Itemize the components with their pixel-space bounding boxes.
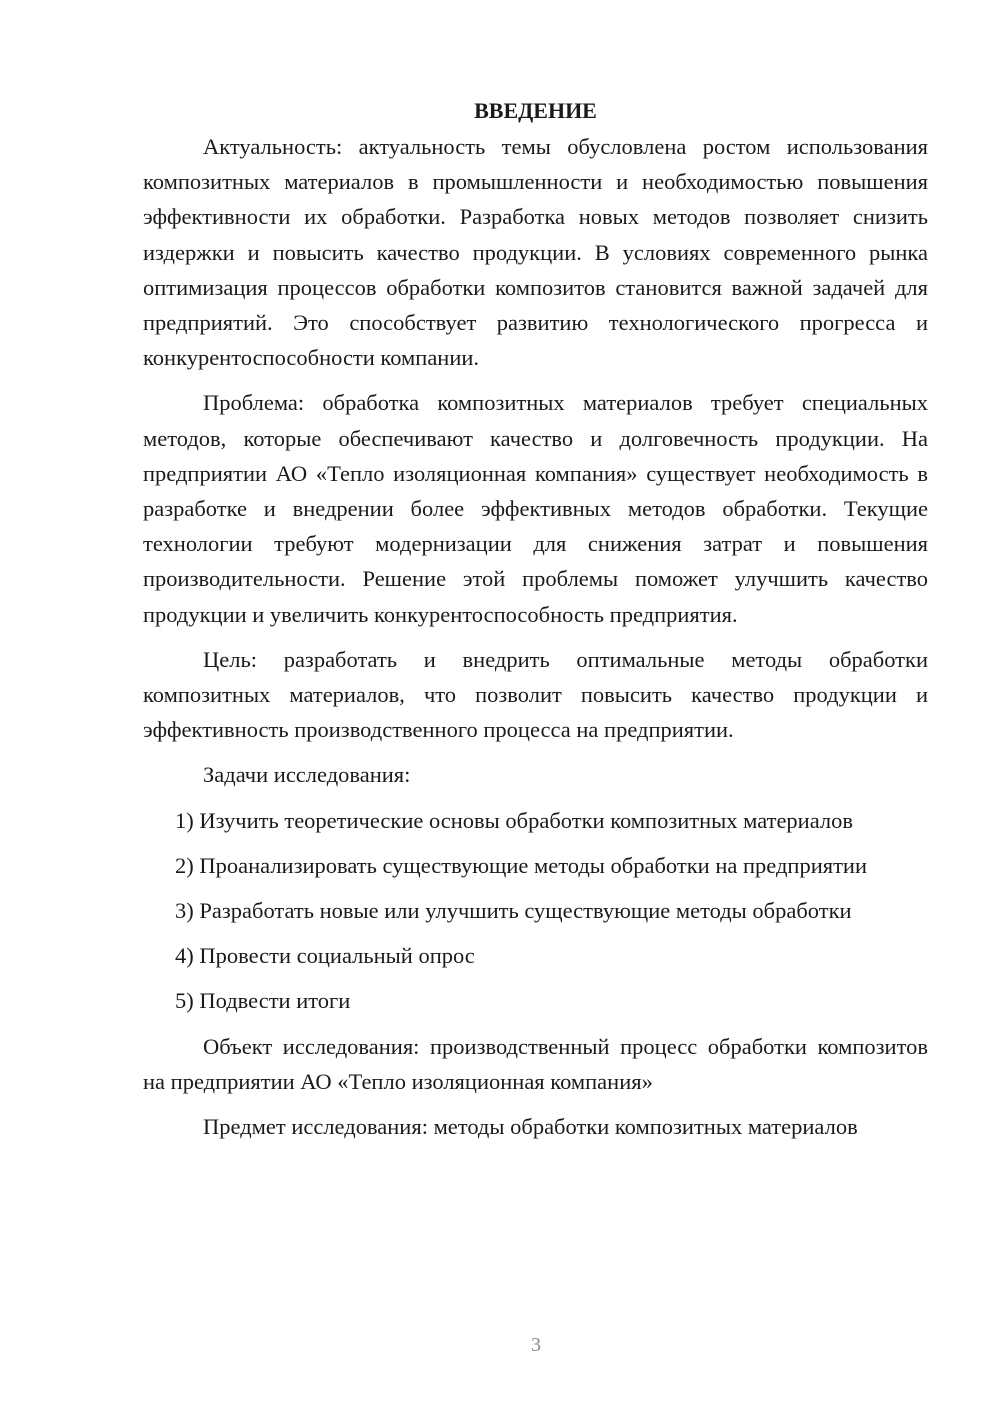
tasks-heading: Задачи исследования: (203, 762, 411, 788)
page-title: ВВЕДЕНИЕ (474, 98, 597, 123)
subject-paragraph: Предмет исследования: методы обработки композитных материалов (203, 1114, 858, 1140)
task-item-2: 2) Проанализировать существующие методы обработки на предприятии (175, 852, 867, 878)
page-content (143, 93, 928, 1154)
task-item-5: 5) Подвести итоги (175, 988, 351, 1014)
relevance-paragraph: Актуальность: актуальность темы обусловлена ростом использования композитных материалов в промышленности и необходимостью повышения эффективности их обработки. Разработка новых методов позволяет снизить издержки и повысить качество продукции. В условиях современного рынка оптимизация процессов обработки композитов становится важной задачей для предприятий. Это способствует развитию технологического прогресса и конкурентоспособности компании. (143, 134, 928, 371)
goal-paragraph: Цель: разработать и внедрить оптимальные методы обработки композитных материалов, что позволит повысить качество продукции и эффективность производственного процесса на предприятии. (143, 646, 928, 743)
task-item-3: 3) Разработать новые или улучшить существующие методы обработки (175, 898, 852, 924)
problem-paragraph: Проблема: обработка композитных материалов требует специальных методов, которые обеспечивают качество и долговечность продукции. На предприятии АО «Тепло изоляционная компания» существует необходимость в разработке и внедрении более эффективных методов обработки. Текущие технологии требуют модернизации для снижения затрат и повышения производительности. Решение этой проблемы поможет улучшить качество продукции и увеличить конкурентоспособность предприятия. (143, 390, 928, 627)
task-item-1: 1) Изучить теоретические основы обработки композитных материалов (175, 807, 854, 833)
page-number: 3 (531, 1334, 541, 1356)
task-item-4: 4) Провести социальный опрос (175, 943, 475, 969)
object-paragraph: Объект исследования: производственный процесс обработки композитов на предприятии АО «Тепло изоляционная компания» (143, 1033, 928, 1094)
